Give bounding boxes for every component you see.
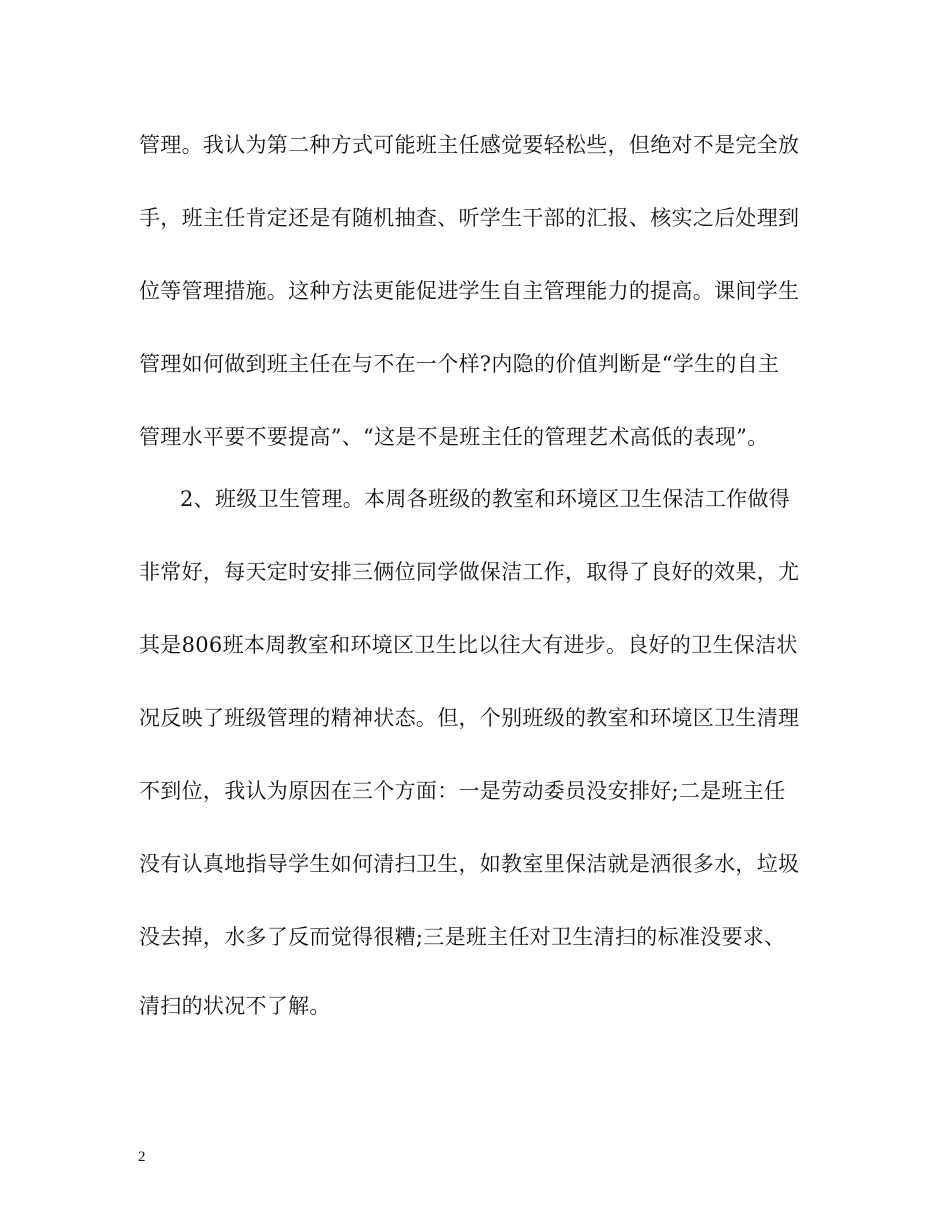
paragraph-1-line-3: 位等管理措施。这种方法更能促进学生自主管理能力的提高。课间学生	[139, 279, 800, 303]
paragraph-2-line-4: 况反映了班级管理的精神状态。但，个别班级的教室和环境区卫生清理	[139, 706, 800, 730]
paragraph-2-line-3: 其是806班本周教室和环境区卫生比以往大有进步。良好的卫生保洁状	[139, 633, 798, 657]
paragraph-2-line-7: 没去掉，水多了反而觉得很糟;三是班主任对卫生清扫的标准没要求、	[139, 925, 786, 949]
paragraph-2-line-6: 没有认真地指导学生如何清扫卫生，如教室里保洁就是洒很多水，垃圾	[139, 852, 800, 876]
paragraph-2-line-5: 不到位，我认为原因在三个方面：一是劳动委员没安排好;二是班主任	[139, 779, 786, 803]
paragraph-2-line-1: 2、班级卫生管理。本周各班级的教室和环境区卫生保洁工作做得	[180, 487, 791, 511]
paragraph-2-line-2: 非常好，每天定时安排三俩位同学做保洁工作，取得了良好的效果，尤	[139, 560, 800, 584]
paragraph-1-line-1: 管理。我认为第二种方式可能班主任感觉要轻松些，但绝对不是完全放	[139, 133, 800, 157]
paragraph-2-line-8: 清扫的状况不了解。	[139, 994, 331, 1018]
paragraph-1-line-5: 管理水平要不要提高”、“这是不是班主任的管理艺术高低的表现”。	[139, 425, 769, 449]
page-number: 2	[138, 1149, 146, 1165]
paragraph-1-line-4: 管理如何做到班主任在与不在一个样?内隐的价值判断是“学生的自主	[139, 352, 780, 376]
paragraph-1-line-2: 手，班主任肯定还是有随机抽查、听学生干部的汇报、核实之后处理到	[139, 206, 800, 230]
